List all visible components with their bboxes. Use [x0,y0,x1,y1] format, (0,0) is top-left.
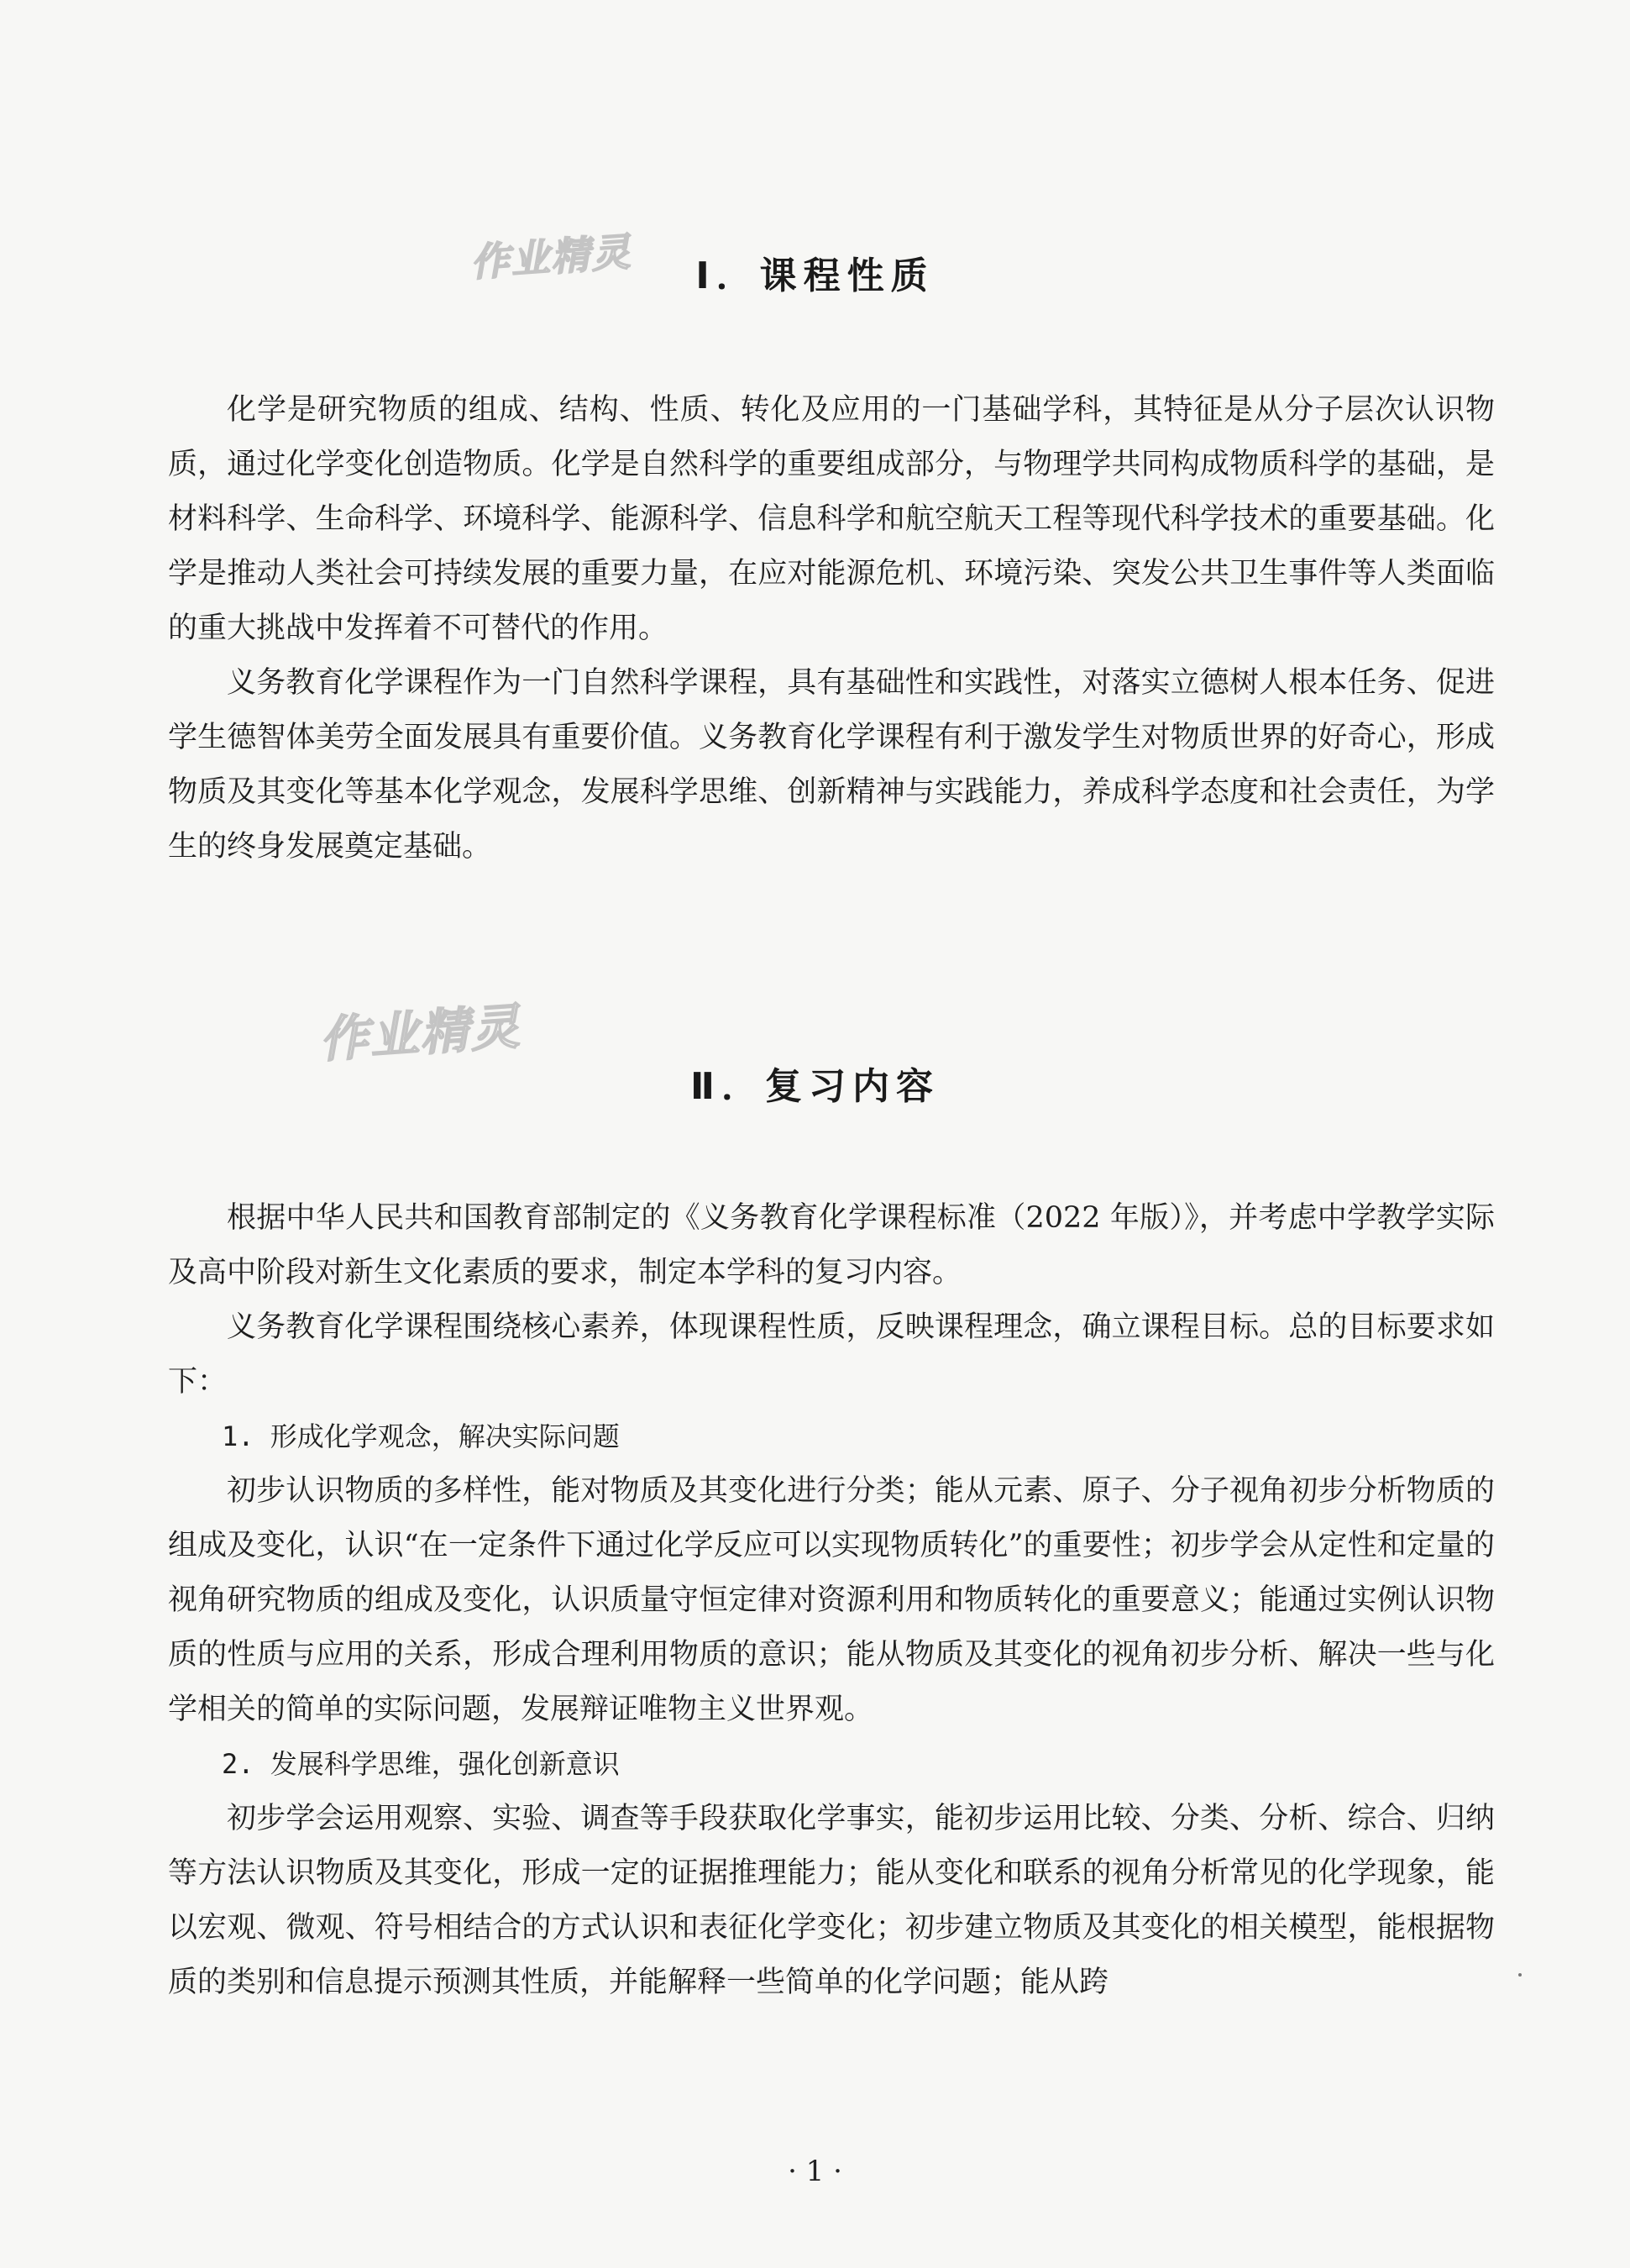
paragraph: 初步学会运用观察、实验、调查等手段获取化学事实，能初步运用比较、分类、分析、综合、归纳等方法认识物质及其变化，形成一定的证据推理能力；能从变化和联系的视角分析常见的化学现象，能以宏观、微观、符号相结合的方式认识和表征化学变化；初步建立物质及其变化的相关模型，能根据物质的类别和信息提示预测其性质，并能解释一些简单的化学问题；能从跨 [168,1802,1495,1999]
watermark-logo: 作业精灵 [317,997,523,1069]
section-title-review-content: Ⅱ．复习内容 [690,1065,940,1108]
paragraph: 化学是研究物质的组成、结构、性质、转化及应用的一门基础学科，其特征是从分子层次认识物质，通过化学变化创造物质。化学是自然科学的重要组成部分，与物理学共同构成物质科学的基础，是材料科学、生命科学、环境科学、能源科学、信息科学和航空航天工程等现代科学技术的重要基础。化学是推动人类社会可持续发展的重要力量，在应对能源危机、环境污染、突发公共卫生事件等人类面临的重大挑战中发挥着不可替代的作用。 [168,393,1495,645]
section-body-review-content [168,1191,1495,2010]
subheading: 2. 发展科学思维，强化创新意识 [222,1748,620,1780]
page-number: · 1 · [788,2155,842,2188]
subheading: 1. 形成化学观念，解决实际问题 [222,1420,620,1452]
paragraph: 初步认识物质的多样性，能对物质及其变化进行分类；能从元素、原子、分子视角初步分析物质的组成及变化，认识“在一定条件下通过化学反应可以实现物质转化”的重要性；初步学会从定性和定量的视角研究物质的组成及变化，认识质量守恒定律对资源利用和物质转化的重要意义；能通过实例认识物质的性质与应用的关系，形成合理利用物质的意识；能从物质及其变化的视角初步分析、解决一些与化学相关的简单的实际问题，发展辩证唯物主义世界观。 [168,1474,1495,1726]
paragraph: 义务教育化学课程作为一门自然科学课程，具有基础性和实践性，对落实立德树人根本任务、促进学生德智体美劳全面发展具有重要价值。义务教育化学课程有利于激发学生对物质世界的好奇心，形成物质及其变化等基本化学观念，发展科学思维、创新精神与实践能力，养成科学态度和社会责任，为学生的终身发展奠定基础。 [168,666,1495,864]
scan-speck [1518,1973,1522,1977]
section-title-course-nature: Ⅰ．课程性质 [695,255,935,297]
watermark-logo: 作业精灵 [469,228,633,286]
section-body-course-nature [168,383,1495,874]
paragraph: 根据中华人民共和国教育部制定的《义务教育化学课程标准（2022 年版）》，并考虑中学教学实际及高中阶段对新生文化素质的要求，制定本学科的复习内容。 [168,1201,1495,1289]
paragraph: 义务教育化学课程围绕核心素养，体现课程性质，反映课程理念，确立课程目标。总的目标要求如下： [168,1310,1495,1399]
